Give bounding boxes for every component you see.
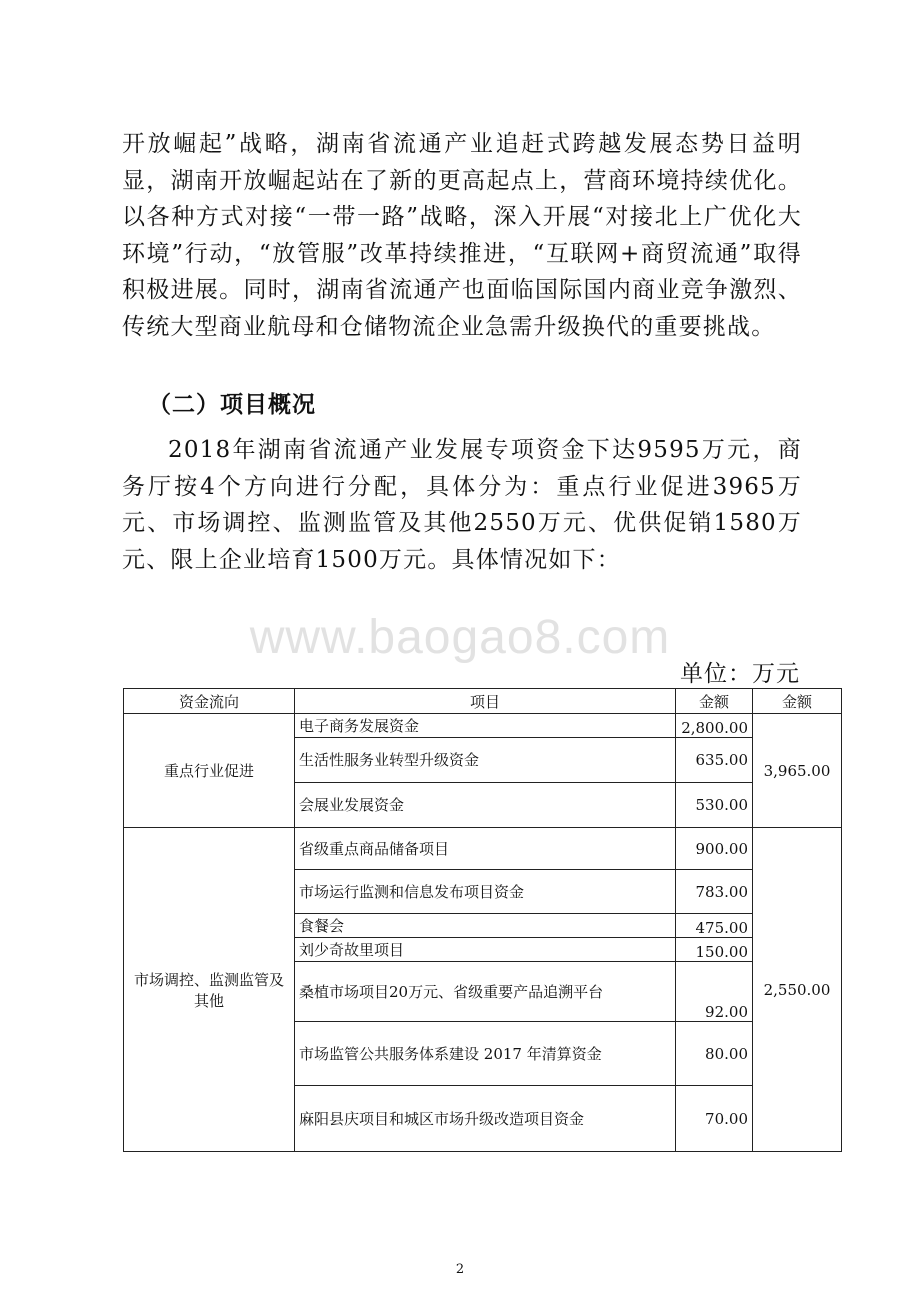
amount-cell: 80.00 [676,1022,753,1086]
amount-cell: 70.00 [676,1086,753,1152]
section-heading: （二）项目概况 [148,392,316,418]
header-item: 项目 [295,689,676,714]
item-cell: 刘少奇故里项目 [295,938,676,962]
table-row [124,714,842,738]
amount-cell: 2,800.00 [676,714,753,738]
body-paragraph-1: 开放崛起”战略，湖南省流通产业追赶式跨越发展态势日益明显，湖南开放崛起站在了新的更高起点上，营商环境持续优化。以各种方式对接“一带一路”战略，深入开展“对接北上广优化大环境”行动，“放管服”改革持续推进，“互联网+商贸流通”取得积极进展。同时，湖南省流通产也面临国际国内商业竞争激烈、传统大型商业航母和仓储物流企业急需升级换代的重要挑战。 [122,131,802,340]
item-cell: 市场监管公共服务体系建设 2017 年清算资金 [295,1022,676,1086]
amount-cell: 475.00 [676,914,753,938]
category-cell: 市场调控、监测监管及其他 [124,828,295,1152]
item-cell: 生活性服务业转型升级资金 [295,738,676,783]
fund-table [123,688,842,1152]
item-cell: 市场运行监测和信息发布项目资金 [295,870,676,914]
page-number: 2 [455,1262,465,1277]
amount-cell: 635.00 [676,738,753,783]
item-cell: 电子商务发展资金 [295,714,676,738]
item-cell: 麻阳县庆项目和城区市场升级改造项目资金 [295,1086,676,1152]
header-amount: 金额 [676,689,753,714]
total-cell: 2,550.00 [753,828,842,1152]
table-row [124,828,842,870]
unit-label: 单位：万元 [680,661,800,687]
header-total: 金额 [753,689,842,714]
header-direction: 资金流向 [124,689,295,714]
category-cell: 重点行业促进 [124,714,295,828]
amount-cell: 783.00 [676,870,753,914]
table-header-row [124,689,842,714]
amount-cell: 530.00 [676,783,753,828]
item-cell: 桑植市场项目20万元、省级重要产品追溯平台 [295,962,676,1022]
item-cell: 食餐会 [295,914,676,938]
watermark: www.baogao8.com [249,611,671,664]
item-cell: 会展业发展资金 [295,783,676,828]
body-paragraph-2: 2018年湖南省流通产业发展专项资金下达9595万元，商务厅按4个方向进行分配，具体分为：重点行业促进3965万元、市场调控、监测监管及其他2550万元、优供促销1580万元、限上企业培育1500万元。具体情况如下： [122,437,802,573]
amount-cell: 150.00 [676,938,753,962]
amount-cell: 900.00 [676,828,753,870]
total-cell: 3,965.00 [753,714,842,828]
amount-cell: 92.00 [676,962,753,1022]
item-cell: 省级重点商品储备项目 [295,828,676,870]
